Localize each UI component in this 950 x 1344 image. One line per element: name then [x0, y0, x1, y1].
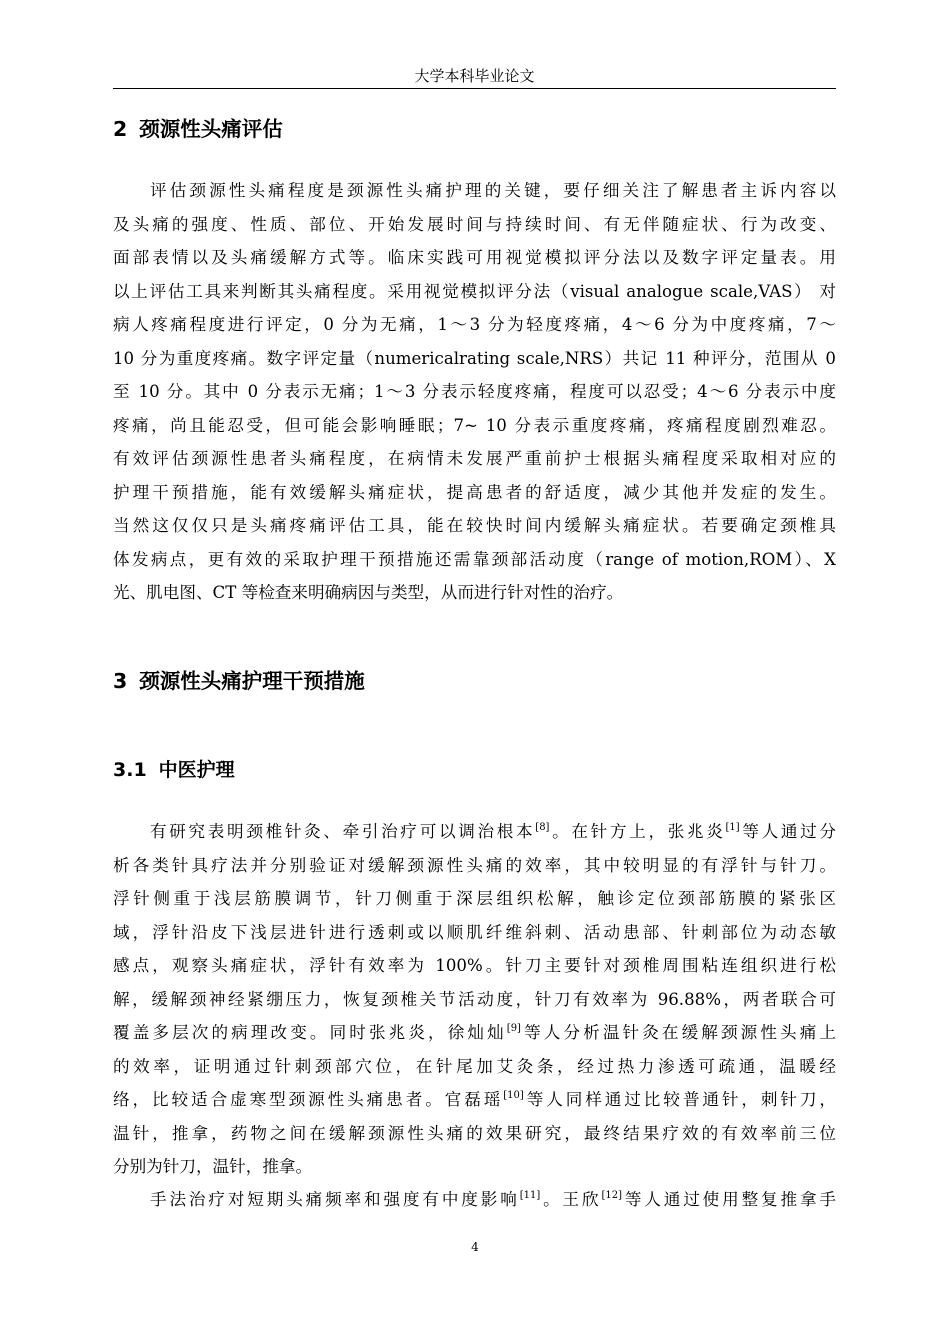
citation-ref[interactable]: [11]: [519, 1190, 541, 1201]
page-number: 4: [471, 1240, 479, 1254]
section-3-1-title: 中医护理: [158, 759, 235, 781]
section-2-number: 2: [113, 117, 128, 141]
text-run: 等人通过分: [739, 822, 837, 841]
text-line: [113, 1016, 836, 1050]
text-line: 评估颈源性头痛程度是颈源性头痛护理的关键，要仔细关注了解患者主诉内容以: [150, 181, 836, 200]
text-line: 感点，观察头痛症状，浮针有效率为 100%。针刀主要针对颈椎周围粘连组织进行松: [113, 956, 836, 975]
citation-ref[interactable]: [10]: [503, 1090, 524, 1101]
text-run: 等人分析温针灸在缓解颈源性头痛上: [520, 1023, 837, 1042]
citation-ref[interactable]: [8]: [535, 822, 550, 833]
text-line: 疼痛，尚且能忍受，但可能会影响睡眠；7~ 10 分表示重度疼痛，疼痛程度剧烈难忍。: [113, 415, 836, 435]
text-run: 有研究表明颈椎针灸、牵引治疗可以调治根本: [150, 822, 536, 841]
text-run: 手法治疗对短期头痛频率和强度有中度影响: [150, 1190, 520, 1209]
citation-ref[interactable]: [12]: [601, 1190, 622, 1201]
text-line: 至 10 分。其中 0 分表示无痛；1～3 分表示轻度疼痛，程度可以忍受；4～6 分表示中度: [113, 382, 836, 401]
text-line: 析各类针具疗法并分别验证对缓解颈源性头痛的效率，其中较明显的有浮针与针刀。: [113, 855, 836, 875]
text-line: 面部表情以及头痛缓解方式等。临床实践可用视觉模拟评分法以及数字评定量表。用: [113, 248, 836, 267]
section-3-number: 3: [113, 669, 128, 693]
text-line: 域，浮针沿皮下浅层进针进行透刺或以顺肌纤维斜刺、活动患部、针刺部位为动态敏: [113, 922, 836, 942]
text-run: 。王欣: [540, 1190, 602, 1209]
text-line: 10 分为重度疼痛。数字评定量（numericalrating scale,NRS）共记 11 种评分，范围从 0: [113, 348, 836, 368]
text-line: 的效率，证明通过针刺颈部穴位，在针尾加艾灸条，经过热力渗透可疏通，温暖经: [113, 1056, 836, 1076]
text-line: 分别为针刀，温针，推拿。: [113, 1157, 313, 1176]
section-2-heading: [113, 116, 283, 142]
citation-ref[interactable]: [1]: [725, 822, 740, 833]
text-line: 浮针侧重于浅层筋膜调节，针刀侧重于深层组织松解，触诊定位颈部筋膜的紧张区: [113, 889, 836, 908]
text-line: 以上评估工具来判断其头痛程度。采用视觉模拟评分法（visual analogue scale,VAS） 对: [113, 281, 836, 301]
text-line: 病人疼痛程度进行评定，0 分为无痛，1～3 分为轻度疼痛，4～6 分为中度疼痛，7～: [113, 315, 836, 334]
text-run: 覆盖多层次的病理改变。同时张兆炎，徐灿灿: [113, 1023, 507, 1042]
text-run: 络，比较适合虚寒型颈源性头痛患者。官磊瑶: [113, 1090, 504, 1109]
running-header: 大学本科毕业论文: [414, 67, 535, 85]
text-line: 光、肌电图、CT 等检查来明确病因与类型，从而进行针对性的治疗。: [113, 583, 624, 602]
text-line: 体发病点，更有效的采取护理干预措施还需靠颈部活动度（range of motion,ROM）、X: [113, 549, 836, 569]
citation-ref[interactable]: [9]: [506, 1023, 521, 1034]
section-2-title: 颈源性头痛评估: [139, 117, 283, 141]
text-line: [113, 1183, 836, 1217]
text-line: [113, 1083, 836, 1117]
text-line: 当然这仅仅只是头痛疼痛评估工具，能在较快时间内缓解头痛症状。若要确定颈椎具: [113, 516, 836, 535]
text-line: 护理干预措施，能有效缓解头痛症状，提高患者的舒适度，减少其他并发症的发生。: [113, 482, 836, 502]
text-line: [113, 815, 836, 849]
header-rule: [113, 88, 836, 89]
section-3-1-paragraph-1: [113, 815, 836, 1184]
text-run: 。在针方上，张兆炎: [549, 822, 726, 841]
text-run: 等人通过使用整复推拿手: [621, 1190, 837, 1209]
text-line: 有效评估颈源性患者头痛程度，在病情未发展严重前护士根据头痛程度采取相对应的: [113, 449, 836, 468]
text-line: 及头痛的强度、性质、部位、开始发展时间与持续时间、有无伴随症状、行为改变、: [113, 214, 836, 234]
text-run: 等人同样通过比较普通针，刺针刀，: [523, 1090, 837, 1109]
section-3-1-heading: [113, 757, 235, 783]
section-3-title: 颈源性头痛护理干预措施: [139, 669, 365, 693]
section-3-1-paragraph-2: [113, 1183, 836, 1217]
section-3-heading: [113, 668, 365, 694]
section-2-paragraph: [113, 174, 836, 610]
text-line: 解，缓解颈神经紧绷压力，恢复颈椎关节活动度，针刀有效率为 96.88%，两者联合可: [113, 989, 836, 1009]
section-3-1-number: 3.1: [113, 759, 147, 781]
text-line: 温针，推拿，药物之间在缓解颈源性头痛的效果研究，最终结果疗效的有效率前三位: [113, 1123, 836, 1143]
